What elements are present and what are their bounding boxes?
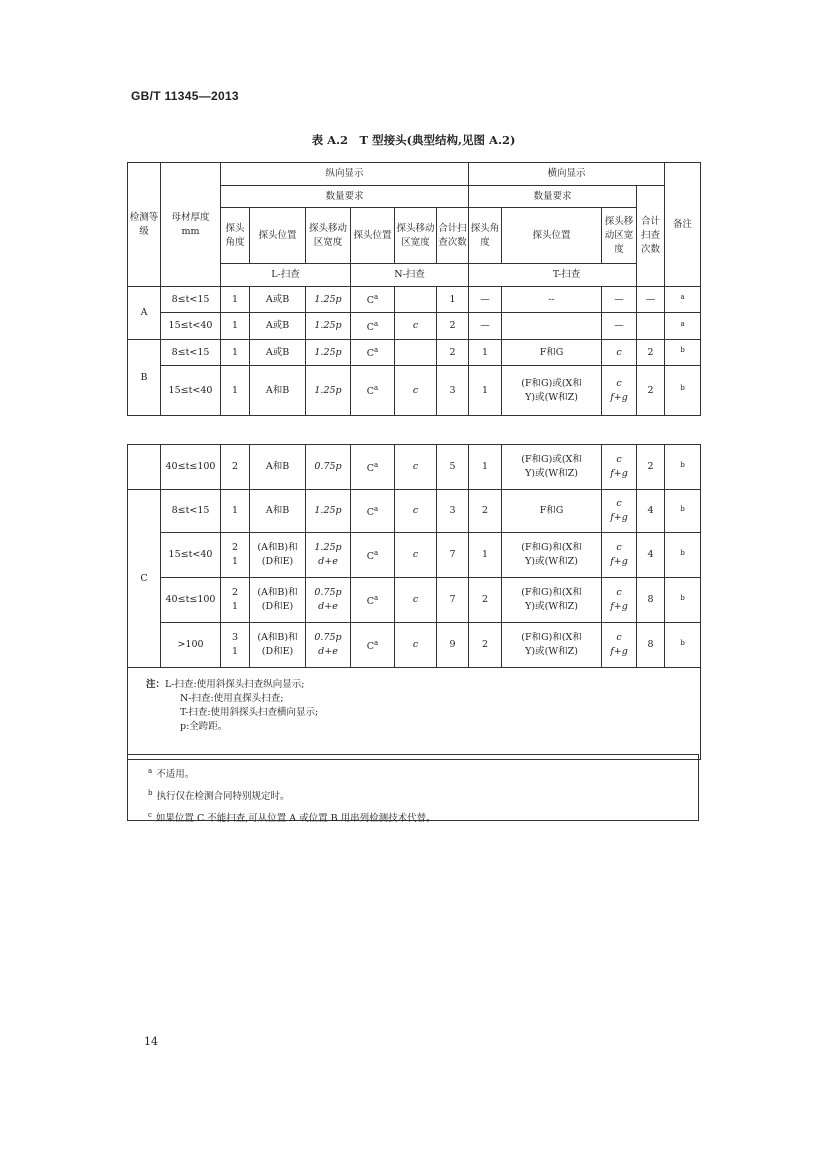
footnote-c: $^c$ 如果位置 C 不能扫查,可从位置 A 或位置 B 用串列检测技术代替。	[148, 811, 436, 825]
table-row	[128, 578, 701, 623]
table-cell: (A和B)和 (D和E)	[250, 533, 306, 578]
header-quantity-req-t: 数量要求	[469, 186, 637, 208]
header-quantity-req: 数量要求	[221, 186, 469, 208]
header-n-scan: N-扫查	[351, 264, 469, 287]
table-cell: 8	[637, 623, 665, 668]
table-cell: (F和G)和(X和 Y)或(W和Z)	[502, 533, 602, 578]
table-row	[128, 623, 701, 668]
table-cell: $C^a$	[351, 313, 395, 340]
note-p: p:全跨距。	[180, 721, 228, 732]
grade-cell: C	[128, 490, 161, 668]
table-cell: c f+g	[602, 445, 637, 490]
table-cell: 1	[469, 533, 502, 578]
t-joint-table	[127, 162, 701, 760]
table-cell: c f+g	[602, 533, 637, 578]
table-cell: $C^a$	[351, 340, 395, 366]
table-cell: 2	[437, 340, 469, 366]
table-row	[128, 340, 701, 366]
table-cell: —	[469, 287, 502, 313]
header-longitudinal: 纵向显示	[221, 163, 469, 186]
grade-cell: A	[128, 287, 161, 340]
table-cell: 1	[221, 313, 250, 340]
table-cell: 0.75p d+e	[306, 623, 351, 668]
table-cell: A和B	[250, 366, 306, 416]
page-number: 14	[144, 1035, 158, 1048]
table-cell: c f+g	[602, 366, 637, 416]
table-cell: 1.25p d+e	[306, 533, 351, 578]
table-cell: 2	[637, 445, 665, 490]
table-cell: 2	[637, 340, 665, 366]
remark-cell: a	[665, 287, 701, 313]
table-cell: 1	[221, 287, 250, 313]
header-probe-position-n: 探头位置	[351, 208, 395, 264]
remark-cell: b	[665, 533, 701, 578]
table-cell: c	[395, 445, 437, 490]
table-cell: c	[395, 313, 437, 340]
table-cell: 7	[437, 533, 469, 578]
remark-cell: a	[665, 313, 701, 340]
table-cell: c	[395, 366, 437, 416]
table-cell: 2	[637, 366, 665, 416]
table-cell: 7	[437, 578, 469, 623]
table-cell: 1.25p	[306, 490, 351, 533]
table-cell: F和G	[502, 490, 602, 533]
table-cell	[637, 313, 665, 340]
header-thickness: 母材厚度 mm	[161, 163, 221, 287]
remark-cell: b	[665, 340, 701, 366]
remark-cell: b	[665, 445, 701, 490]
thickness-cell: 15≤t<40	[161, 533, 221, 578]
table-cell: 2 1	[221, 533, 250, 578]
table-cell: $C^a$	[351, 287, 395, 313]
note-label: 注：	[146, 679, 166, 690]
table-cell: 1	[469, 340, 502, 366]
table-cell: —	[469, 313, 502, 340]
table-cell: c	[395, 623, 437, 668]
thickness-cell: 15≤t<40	[161, 313, 221, 340]
table-cell: —	[637, 287, 665, 313]
page-break-gap	[128, 416, 701, 445]
table-cell: c f+g	[602, 623, 637, 668]
note-t-scan: T-扫查:使用斜探头扫查横向显示;	[180, 707, 319, 718]
standard-number: GB/T 11345—2013	[131, 89, 239, 103]
thickness-cell: 40≤t≤100	[161, 578, 221, 623]
table-cell	[395, 287, 437, 313]
header-probe-angle-t: 探头角度	[469, 208, 502, 264]
thickness-cell: 8≤t<15	[161, 340, 221, 366]
table-cell: 2	[469, 623, 502, 668]
table-cell: 2	[469, 490, 502, 533]
table-cell: A或B	[250, 287, 306, 313]
table-cell: 2	[221, 445, 250, 490]
table-cell: c	[602, 340, 637, 366]
table-cell: (F和G)或(X和 Y)或(W和Z)	[502, 366, 602, 416]
table-cell: 1	[469, 366, 502, 416]
remark-cell: b	[665, 366, 701, 416]
table-cell: 1	[221, 340, 250, 366]
grade-cell	[128, 445, 161, 490]
table-cell	[502, 313, 602, 340]
remark-cell: b	[665, 623, 701, 668]
header-move-width-n: 探头移动区宽度	[395, 208, 437, 264]
table-cell: $C^a$	[351, 366, 395, 416]
table-cell: c f+g	[602, 490, 637, 533]
table-cell: (A和B)和 (D和E)	[250, 623, 306, 668]
header-remark: 备注	[665, 163, 701, 287]
table-cell: 1.25p	[306, 287, 351, 313]
footnotes	[127, 754, 699, 825]
table-row	[128, 533, 701, 578]
table-cell: 4	[637, 533, 665, 578]
thickness-cell: 8≤t<15	[161, 287, 221, 313]
remark-cell: b	[665, 490, 701, 533]
header-test-level: 检测等级	[128, 163, 161, 287]
remark-cell: b	[665, 578, 701, 623]
table-cell: A或B	[250, 313, 306, 340]
table-notes	[128, 668, 701, 760]
table-cell: 1	[437, 287, 469, 313]
footnote-b: $^b$ 执行仅在检测合同特别规定时。	[148, 789, 290, 803]
table-cell: c f+g	[602, 578, 637, 623]
table-cell: c	[395, 490, 437, 533]
thickness-cell: >100	[161, 623, 221, 668]
header-probe-position-t: 探头位置	[502, 208, 602, 264]
header-total-scans: 合计扫查次数	[437, 208, 469, 264]
header-move-width-t: 探头移动区宽度	[602, 208, 637, 264]
table-cell: 8	[637, 578, 665, 623]
table-caption: 表 A.2 T 型接头(典型结构,见图 A.2)	[311, 133, 516, 147]
thickness-cell: 40≤t≤100	[161, 445, 221, 490]
header-t-scan: T-扫查	[469, 264, 665, 287]
table-cell: A和B	[250, 490, 306, 533]
table-cell: A和B	[250, 445, 306, 490]
header-probe-angle: 探头角度	[221, 208, 250, 264]
table-cell: 2	[437, 313, 469, 340]
table-cell: c	[395, 533, 437, 578]
header-transverse: 横向显示	[469, 163, 665, 186]
table-row	[128, 287, 701, 313]
table-cell: (F和G)或(X和 Y)或(W和Z)	[502, 445, 602, 490]
footnote-a: $^a$ 不适用。	[148, 767, 195, 781]
table-cell: $C^a$	[351, 490, 395, 533]
table-cell: —	[602, 287, 637, 313]
table-cell	[395, 340, 437, 366]
table-row	[128, 490, 701, 533]
table-cell: 3	[437, 490, 469, 533]
thickness-cell: 15≤t<40	[161, 366, 221, 416]
table-cell: (A和B)和 (D和E)	[250, 578, 306, 623]
table-cell: 1	[469, 445, 502, 490]
thickness-cell: 8≤t<15	[161, 490, 221, 533]
table-cell: --	[502, 287, 602, 313]
header-move-width: 探头移动区宽度	[306, 208, 351, 264]
table-cell: 1	[221, 366, 250, 416]
table-cell: (F和G)和(X和 Y)或(W和Z)	[502, 623, 602, 668]
header-total-scans-t: 合计扫查次数	[637, 186, 665, 287]
table-cell: 3	[437, 366, 469, 416]
table-cell: $C^a$	[351, 533, 395, 578]
table-cell: $C^a$	[351, 445, 395, 490]
table-cell: 1	[221, 490, 250, 533]
table-cell: $C^a$	[351, 623, 395, 668]
table-cell: 3 1	[221, 623, 250, 668]
table-cell: F和G	[502, 340, 602, 366]
table-cell: 1.25p	[306, 366, 351, 416]
table-cell: 9	[437, 623, 469, 668]
table-cell: 2 1	[221, 578, 250, 623]
grade-cell: B	[128, 340, 161, 416]
table-cell: c	[395, 578, 437, 623]
table-cell: 4	[637, 490, 665, 533]
note-l-scan: L-扫查:使用斜探头扫查纵向显示;	[165, 679, 305, 690]
table-cell: 0.75p	[306, 445, 351, 490]
table-cell: —	[602, 313, 637, 340]
table-row	[128, 313, 701, 340]
table-row	[128, 366, 701, 416]
table-row	[128, 445, 701, 490]
header-l-scan: L-扫查	[221, 264, 351, 287]
table-cell: A或B	[250, 340, 306, 366]
header-probe-position: 探头位置	[250, 208, 306, 264]
table-cell: (F和G)和(X和 Y)或(W和Z)	[502, 578, 602, 623]
table-cell: 1.25p	[306, 313, 351, 340]
table-cell: 2	[469, 578, 502, 623]
table-cell: 1.25p	[306, 340, 351, 366]
table-cell: 0.75p d+e	[306, 578, 351, 623]
table-cell: $C^a$	[351, 578, 395, 623]
table-cell: 5	[437, 445, 469, 490]
note-n-scan: N-扫查:使用直探头扫查;	[180, 693, 284, 704]
